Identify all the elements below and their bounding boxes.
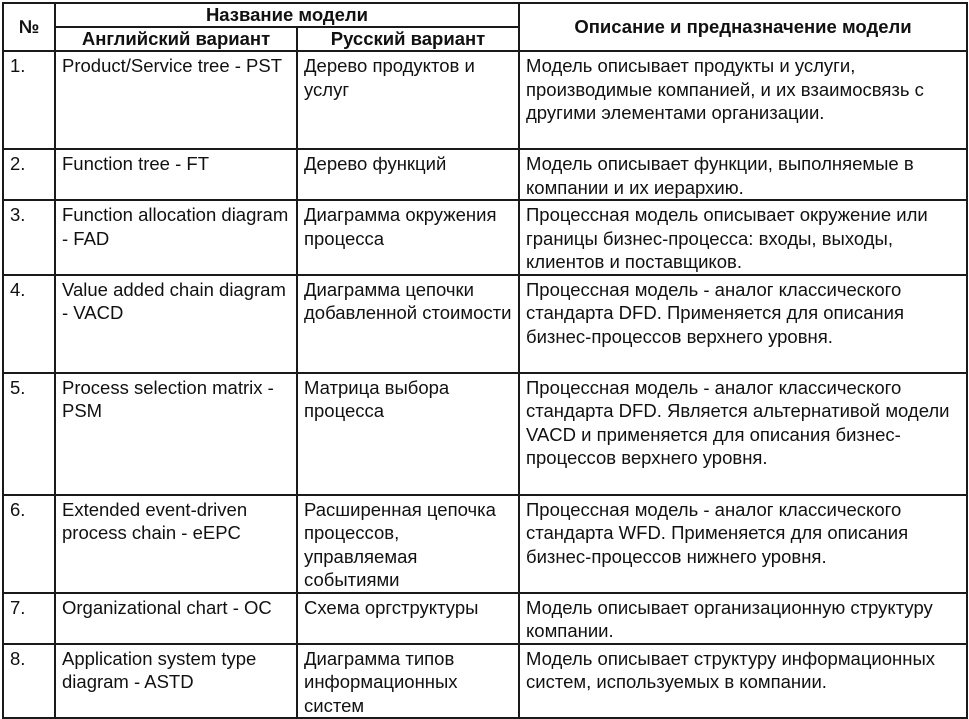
english-variant-header: Английский вариант [55, 27, 297, 51]
description: Модель описывает структуру информационных систем, используемых в компании. [519, 644, 967, 719]
english-name: Process selection matrix - PSM [55, 373, 297, 495]
english-name: Value added chain diagram - VACD [55, 275, 297, 373]
russian-name: Дерево функций [297, 149, 519, 200]
description: Модель описывает функции, выполняемые в компании и их иерархию. [519, 149, 967, 200]
russian-variant-header: Русский вариант [297, 27, 519, 51]
english-name: Product/Service tree - PST [55, 51, 297, 149]
russian-name: Диаграмма типов информационных систем [297, 644, 519, 719]
english-name: Organizational chart - OC [55, 593, 297, 644]
russian-name: Дерево продуктов и услуг [297, 51, 519, 149]
table-row [3, 275, 967, 373]
description: Процессная модель - аналог классического стандарта WFD. Применяется для описания бизнес-процессов нижнего уровня. [519, 495, 967, 593]
english-name: Extended event-driven process chain - eEPC [55, 495, 297, 593]
row-number: 6. [3, 495, 55, 593]
header-row-top [3, 3, 967, 27]
row-number: 1. [3, 51, 55, 149]
row-number: 8. [3, 644, 55, 719]
table-row [3, 200, 967, 275]
table-row [3, 644, 967, 719]
table-body [3, 51, 967, 718]
row-number: 5. [3, 373, 55, 495]
table-row [3, 51, 967, 149]
description: Модель описывает организационную структуру компании. [519, 593, 967, 644]
row-number: 4. [3, 275, 55, 373]
row-number: 7. [3, 593, 55, 644]
description: Процессная модель - аналог классического стандарта DFD. Применяется для описания бизнес-процессов верхнего уровня. [519, 275, 967, 373]
table-row [3, 495, 967, 593]
russian-name: Матрица выбора процесса [297, 373, 519, 495]
row-number: 2. [3, 149, 55, 200]
table-row [3, 149, 967, 200]
description-header: Описание и предназначение модели [519, 3, 967, 51]
russian-name: Диаграмма цепочки добавленной стоимости [297, 275, 519, 373]
models-table [2, 2, 968, 719]
table-header [3, 3, 967, 51]
description: Процессная модель - аналог классического стандарта DFD. Является альтернативой модели VACD и применяется для описания бизнес-процессов верхнего уровня. [519, 373, 967, 495]
row-number: 3. [3, 200, 55, 275]
description: Процессная модель описывает окружение или границы бизнес-процесса: входы, выходы, клиентов и поставщиков. [519, 200, 967, 275]
english-name: Function tree - FT [55, 149, 297, 200]
table-row [3, 593, 967, 644]
russian-name: Схема оргструктуры [297, 593, 519, 644]
table-row [3, 373, 967, 495]
russian-name: Диаграмма окружения процесса [297, 200, 519, 275]
description: Модель описывает продукты и услуги, производимые компанией, и их взаимосвязь с другими элементами организации. [519, 51, 967, 149]
english-name: Application system type diagram - ASTD [55, 644, 297, 719]
english-name: Function allocation diagram - FAD [55, 200, 297, 275]
number-header: № [3, 3, 55, 51]
russian-name: Расширенная цепочка процессов, управляемая событиями [297, 495, 519, 593]
model-name-header: Название модели [55, 3, 519, 27]
